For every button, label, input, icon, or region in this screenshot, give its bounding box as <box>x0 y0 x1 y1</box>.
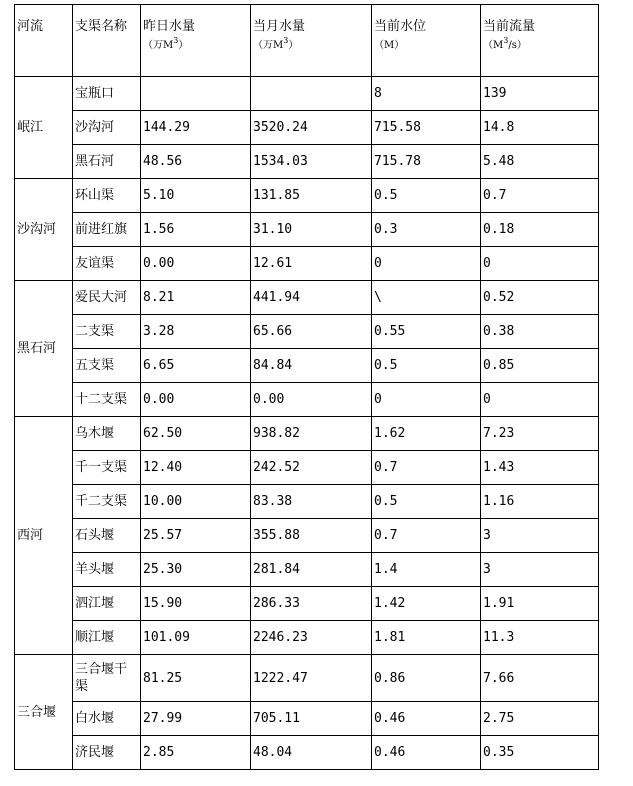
month-value: 31.10 <box>251 213 372 247</box>
table-row <box>15 247 599 281</box>
canal-name: 千一支渠 <box>73 451 141 485</box>
level-value: 0.7 <box>372 519 481 553</box>
level-value: 0.5 <box>372 179 481 213</box>
canal-name: 十二支渠 <box>73 383 141 417</box>
flow-value: 0.18 <box>481 213 599 247</box>
water-table <box>14 4 599 770</box>
flow-value: 5.48 <box>481 145 599 179</box>
month-value: 12.61 <box>251 247 372 281</box>
month-value: 83.38 <box>251 485 372 519</box>
level-value: 0.7 <box>372 451 481 485</box>
flow-value: 0 <box>481 247 599 281</box>
month-value: 0.00 <box>251 383 372 417</box>
month-value: 3520.24 <box>251 111 372 145</box>
canal-name: 顺江堰 <box>73 621 141 655</box>
table-row <box>15 417 599 451</box>
table-row <box>15 281 599 315</box>
level-value: 0.46 <box>372 736 481 770</box>
yesterday-value: 1.56 <box>141 213 251 247</box>
yesterday-value: 6.65 <box>141 349 251 383</box>
flow-value: 0.38 <box>481 315 599 349</box>
month-value: 938.82 <box>251 417 372 451</box>
table-body <box>15 5 599 770</box>
level-value: 715.58 <box>372 111 481 145</box>
header-row <box>15 5 599 77</box>
river-name: 岷江 <box>15 77 73 179</box>
flow-value: 7.66 <box>481 655 599 702</box>
canal-name: 济民堰 <box>73 736 141 770</box>
table-row <box>15 587 599 621</box>
yesterday-value: 8.21 <box>141 281 251 315</box>
canal-name: 宝瓶口 <box>73 77 141 111</box>
yesterday-value: 81.25 <box>141 655 251 702</box>
yesterday-value <box>141 77 251 111</box>
table-row <box>15 519 599 553</box>
table-row <box>15 736 599 770</box>
river-name: 西河 <box>15 417 73 655</box>
level-value: 8 <box>372 77 481 111</box>
level-value: 1.42 <box>372 587 481 621</box>
yesterday-value: 101.09 <box>141 621 251 655</box>
month-value: 1222.47 <box>251 655 372 702</box>
month-value: 705.11 <box>251 702 372 736</box>
month-value: 48.04 <box>251 736 372 770</box>
canal-name: 羊头堰 <box>73 553 141 587</box>
yesterday-value: 0.00 <box>141 247 251 281</box>
canal-name: 石头堰 <box>73 519 141 553</box>
month-value: 131.85 <box>251 179 372 213</box>
canal-name: 黑石河 <box>73 145 141 179</box>
table-row <box>15 553 599 587</box>
canal-name: 千二支渠 <box>73 485 141 519</box>
month-value: 441.94 <box>251 281 372 315</box>
canal-name: 沙沟河 <box>73 111 141 145</box>
yesterday-value: 48.56 <box>141 145 251 179</box>
river-name: 黑石河 <box>15 281 73 417</box>
flow-value: 0 <box>481 383 599 417</box>
level-value: 0 <box>372 247 481 281</box>
yesterday-value: 25.57 <box>141 519 251 553</box>
table-row <box>15 315 599 349</box>
yesterday-value: 25.30 <box>141 553 251 587</box>
flow-value: 1.43 <box>481 451 599 485</box>
flow-value: 11.3 <box>481 621 599 655</box>
level-value: 1.62 <box>372 417 481 451</box>
canal-name: 爱民大河 <box>73 281 141 315</box>
canal-name: 前进红旗 <box>73 213 141 247</box>
table-row <box>15 111 599 145</box>
level-value: 0.5 <box>372 349 481 383</box>
flow-value: 3 <box>481 553 599 587</box>
level-value: 0.5 <box>372 485 481 519</box>
level-value: 0 <box>372 383 481 417</box>
header-level: 当前水位 （M） <box>372 5 481 77</box>
level-value: 715.78 <box>372 145 481 179</box>
level-value: 1.4 <box>372 553 481 587</box>
level-value: 0.46 <box>372 702 481 736</box>
month-value: 2246.23 <box>251 621 372 655</box>
flow-value: 14.8 <box>481 111 599 145</box>
canal-name: 二支渠 <box>73 315 141 349</box>
table-row <box>15 349 599 383</box>
month-value: 281.84 <box>251 553 372 587</box>
flow-value: 1.16 <box>481 485 599 519</box>
river-name: 沙沟河 <box>15 179 73 281</box>
header-yesterday: 昨日水量 （万$M^3$） <box>141 5 251 77</box>
canal-name: 五支渠 <box>73 349 141 383</box>
table-row <box>15 621 599 655</box>
month-value <box>251 77 372 111</box>
canal-name: 泗江堰 <box>73 587 141 621</box>
yesterday-value: 27.99 <box>141 702 251 736</box>
month-value: 84.84 <box>251 349 372 383</box>
yesterday-value: 10.00 <box>141 485 251 519</box>
header-month: 当月水量 （万$M^3$） <box>251 5 372 77</box>
canal-name: 环山渠 <box>73 179 141 213</box>
yesterday-value: 3.28 <box>141 315 251 349</box>
month-value: 242.52 <box>251 451 372 485</box>
header-flow: 当前流量 $(M^3/s)$ <box>481 5 599 77</box>
canal-name: 白水堰 <box>73 702 141 736</box>
level-value: 0.3 <box>372 213 481 247</box>
month-value: 1534.03 <box>251 145 372 179</box>
flow-value: 0.7 <box>481 179 599 213</box>
yesterday-value: 12.40 <box>141 451 251 485</box>
month-value: 355.88 <box>251 519 372 553</box>
river-name: 三合堰 <box>15 655 73 770</box>
flow-value: 0.85 <box>481 349 599 383</box>
yesterday-value: 5.10 <box>141 179 251 213</box>
flow-value: 2.75 <box>481 702 599 736</box>
flow-value: 3 <box>481 519 599 553</box>
table-row <box>15 655 599 702</box>
table-row <box>15 702 599 736</box>
table-row <box>15 213 599 247</box>
flow-value: 7.23 <box>481 417 599 451</box>
flow-value: 139 <box>481 77 599 111</box>
flow-value: 0.52 <box>481 281 599 315</box>
yesterday-value: 144.29 <box>141 111 251 145</box>
yesterday-value: 2.85 <box>141 736 251 770</box>
header-river: 河流 <box>15 5 73 77</box>
level-value: \ <box>372 281 481 315</box>
table-row <box>15 179 599 213</box>
level-value: 0.55 <box>372 315 481 349</box>
month-value: 65.66 <box>251 315 372 349</box>
canal-name: 友谊渠 <box>73 247 141 281</box>
canal-name: 乌木堰 <box>73 417 141 451</box>
yesterday-value: 0.00 <box>141 383 251 417</box>
level-value: 0.86 <box>372 655 481 702</box>
table-row <box>15 383 599 417</box>
canal-name: 三合堰干渠 <box>73 655 141 702</box>
level-value: 1.81 <box>372 621 481 655</box>
flow-value: 0.35 <box>481 736 599 770</box>
table-row <box>15 451 599 485</box>
table-row <box>15 145 599 179</box>
month-value: 286.33 <box>251 587 372 621</box>
yesterday-value: 15.90 <box>141 587 251 621</box>
header-canal: 支渠名称 <box>73 5 141 77</box>
yesterday-value: 62.50 <box>141 417 251 451</box>
table-row <box>15 77 599 111</box>
table-row <box>15 485 599 519</box>
flow-value: 1.91 <box>481 587 599 621</box>
